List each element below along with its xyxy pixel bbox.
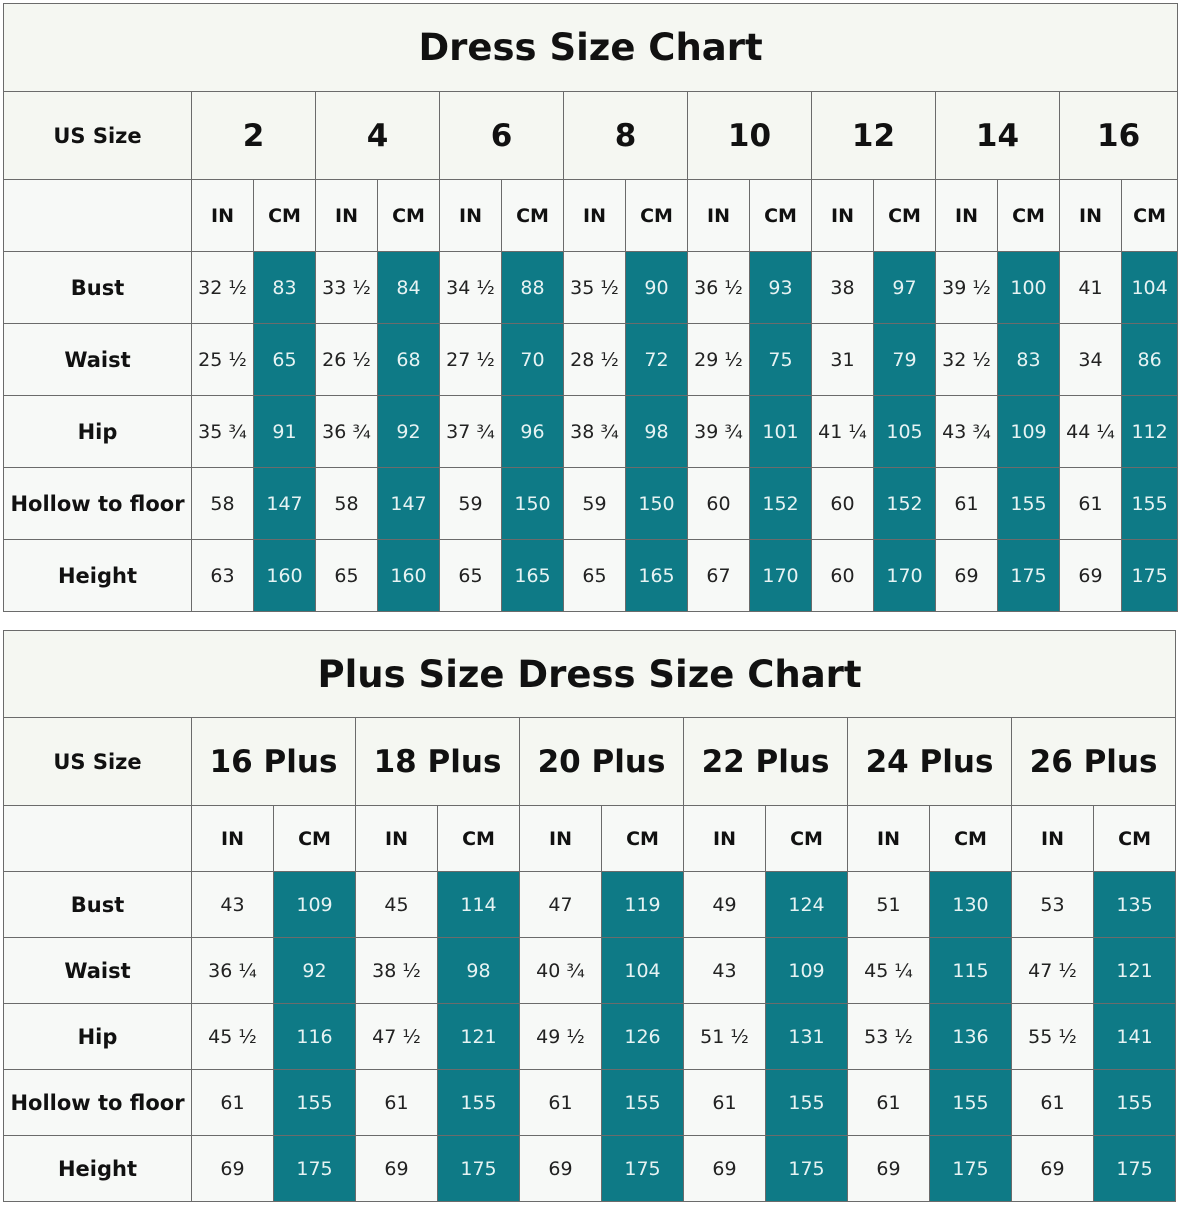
- unit-in: IN: [688, 180, 750, 252]
- inch-value-cell: 47 ½: [1012, 938, 1094, 1004]
- cm-value-cell: 90: [626, 252, 688, 324]
- unit-in: IN: [848, 806, 930, 872]
- inch-value-cell: 69: [192, 1136, 274, 1202]
- inch-value-cell: 69: [936, 540, 998, 612]
- cm-value-cell: 104: [602, 938, 684, 1004]
- inch-value-cell: 63: [192, 540, 254, 612]
- inch-value-cell: 51 ½: [684, 1004, 766, 1070]
- cm-value-cell: 83: [254, 252, 316, 324]
- cm-value-cell: 165: [502, 540, 564, 612]
- size-heading: 16 Plus: [192, 718, 356, 806]
- unit-cm: CM: [750, 180, 812, 252]
- size-header-row: [4, 92, 1178, 180]
- inch-value-cell: 47: [520, 872, 602, 938]
- cm-value-cell: 175: [1122, 540, 1178, 612]
- us-size-label: US Size: [4, 718, 192, 806]
- size-heading: 22 Plus: [684, 718, 848, 806]
- measurement-row-hollow-to-floor: [4, 468, 1178, 540]
- inch-value-cell: 33 ½: [316, 252, 378, 324]
- inch-value-cell: 35 ½: [564, 252, 626, 324]
- cm-value-cell: 141: [1094, 1004, 1176, 1070]
- inch-value-cell: 32 ½: [936, 324, 998, 396]
- inch-value-cell: 35 ¾: [192, 396, 254, 468]
- inch-value-cell: 61: [1012, 1070, 1094, 1136]
- blank-cell: [4, 806, 192, 872]
- cm-value-cell: 160: [378, 540, 440, 612]
- measurement-row-bust: [4, 872, 1176, 938]
- measurement-row-waist: [4, 938, 1176, 1004]
- cm-value-cell: 155: [1094, 1070, 1176, 1136]
- inch-value-cell: 39 ¾: [688, 396, 750, 468]
- inch-value-cell: 43: [192, 872, 274, 938]
- inch-value-cell: 69: [1060, 540, 1122, 612]
- inch-value-cell: 34: [1060, 324, 1122, 396]
- inch-value-cell: 25 ½: [192, 324, 254, 396]
- inch-value-cell: 44 ¼: [1060, 396, 1122, 468]
- inch-value-cell: 60: [812, 540, 874, 612]
- inch-value-cell: 53 ½: [848, 1004, 930, 1070]
- inch-value-cell: 38: [812, 252, 874, 324]
- unit-cm: CM: [766, 806, 848, 872]
- inch-value-cell: 65: [316, 540, 378, 612]
- cm-value-cell: 83: [998, 324, 1060, 396]
- cm-value-cell: 150: [502, 468, 564, 540]
- inch-value-cell: 27 ½: [440, 324, 502, 396]
- inch-value-cell: 61: [848, 1070, 930, 1136]
- unit-cm: CM: [438, 806, 520, 872]
- cm-value-cell: 68: [378, 324, 440, 396]
- cm-value-cell: 152: [874, 468, 936, 540]
- unit-cm: CM: [998, 180, 1060, 252]
- unit-in: IN: [356, 806, 438, 872]
- inch-value-cell: 38 ½: [356, 938, 438, 1004]
- size-heading: 4: [316, 92, 440, 180]
- row-label: Height: [4, 1136, 192, 1202]
- inch-value-cell: 32 ½: [192, 252, 254, 324]
- inch-value-cell: 34 ½: [440, 252, 502, 324]
- cm-value-cell: 124: [766, 872, 848, 938]
- chart-title: Dress Size Chart: [4, 4, 1178, 92]
- cm-value-cell: 84: [378, 252, 440, 324]
- inch-value-cell: 28 ½: [564, 324, 626, 396]
- inch-value-cell: 49 ½: [520, 1004, 602, 1070]
- cm-value-cell: 109: [274, 872, 356, 938]
- size-heading: 2: [192, 92, 316, 180]
- cm-value-cell: 105: [874, 396, 936, 468]
- inch-value-cell: 60: [688, 468, 750, 540]
- unit-in: IN: [192, 806, 274, 872]
- cm-value-cell: 147: [254, 468, 316, 540]
- cm-value-cell: 65: [254, 324, 316, 396]
- size-header-row: [4, 718, 1176, 806]
- unit-in: IN: [440, 180, 502, 252]
- inch-value-cell: 47 ½: [356, 1004, 438, 1070]
- unit-in: IN: [1012, 806, 1094, 872]
- blank-cell: [4, 180, 192, 252]
- size-heading: 16: [1060, 92, 1178, 180]
- cm-value-cell: 93: [750, 252, 812, 324]
- row-label: Bust: [4, 252, 192, 324]
- cm-value-cell: 155: [766, 1070, 848, 1136]
- measurement-row-bust: [4, 252, 1178, 324]
- measurement-row-hip: [4, 396, 1178, 468]
- cm-value-cell: 175: [274, 1136, 356, 1202]
- cm-value-cell: 112: [1122, 396, 1178, 468]
- unit-cm: CM: [254, 180, 316, 252]
- unit-in: IN: [520, 806, 602, 872]
- cm-value-cell: 92: [274, 938, 356, 1004]
- inch-value-cell: 59: [440, 468, 502, 540]
- inch-value-cell: 69: [1012, 1136, 1094, 1202]
- size-heading: 14: [936, 92, 1060, 180]
- cm-value-cell: 175: [766, 1136, 848, 1202]
- inch-value-cell: 59: [564, 468, 626, 540]
- row-label: Bust: [4, 872, 192, 938]
- unit-header-row: [4, 806, 1176, 872]
- inch-value-cell: 41 ¼: [812, 396, 874, 468]
- cm-value-cell: 100: [998, 252, 1060, 324]
- inch-value-cell: 36 ¾: [316, 396, 378, 468]
- inch-value-cell: 29 ½: [688, 324, 750, 396]
- inch-value-cell: 43 ¾: [936, 396, 998, 468]
- cm-value-cell: 109: [998, 396, 1060, 468]
- unit-in: IN: [316, 180, 378, 252]
- row-label: Height: [4, 540, 192, 612]
- cm-value-cell: 104: [1122, 252, 1178, 324]
- cm-value-cell: 155: [930, 1070, 1012, 1136]
- cm-value-cell: 136: [930, 1004, 1012, 1070]
- inch-value-cell: 67: [688, 540, 750, 612]
- inch-value-cell: 40 ¾: [520, 938, 602, 1004]
- inch-value-cell: 61: [192, 1070, 274, 1136]
- unit-in: IN: [684, 806, 766, 872]
- size-heading: 20 Plus: [520, 718, 684, 806]
- unit-cm: CM: [502, 180, 564, 252]
- measurement-row-waist: [4, 324, 1178, 396]
- us-size-label: US Size: [4, 92, 192, 180]
- size-heading: 6: [440, 92, 564, 180]
- inch-value-cell: 61: [684, 1070, 766, 1136]
- cm-value-cell: 72: [626, 324, 688, 396]
- inch-value-cell: 45 ¼: [848, 938, 930, 1004]
- cm-value-cell: 101: [750, 396, 812, 468]
- inch-value-cell: 38 ¾: [564, 396, 626, 468]
- inch-value-cell: 31: [812, 324, 874, 396]
- cm-value-cell: 175: [998, 540, 1060, 612]
- row-label: Hip: [4, 396, 192, 468]
- inch-value-cell: 69: [684, 1136, 766, 1202]
- size-heading: 10: [688, 92, 812, 180]
- unit-cm: CM: [930, 806, 1012, 872]
- inch-value-cell: 41: [1060, 252, 1122, 324]
- cm-value-cell: 155: [998, 468, 1060, 540]
- inch-value-cell: 36 ¼: [192, 938, 274, 1004]
- cm-value-cell: 131: [766, 1004, 848, 1070]
- cm-value-cell: 150: [626, 468, 688, 540]
- inch-value-cell: 69: [356, 1136, 438, 1202]
- cm-value-cell: 75: [750, 324, 812, 396]
- inch-value-cell: 60: [812, 468, 874, 540]
- unit-in: IN: [192, 180, 254, 252]
- size-heading: 26 Plus: [1012, 718, 1176, 806]
- inch-value-cell: 26 ½: [316, 324, 378, 396]
- inch-value-cell: 49: [684, 872, 766, 938]
- cm-value-cell: 121: [1094, 938, 1176, 1004]
- chart-title: Plus Size Dress Size Chart: [4, 631, 1176, 718]
- inch-value-cell: 36 ½: [688, 252, 750, 324]
- cm-value-cell: 114: [438, 872, 520, 938]
- size-heading: 8: [564, 92, 688, 180]
- row-label: Hip: [4, 1004, 192, 1070]
- cm-value-cell: 91: [254, 396, 316, 468]
- row-label: Waist: [4, 938, 192, 1004]
- cm-value-cell: 147: [378, 468, 440, 540]
- unit-cm: CM: [626, 180, 688, 252]
- inch-value-cell: 65: [564, 540, 626, 612]
- measurement-row-height: [4, 1136, 1176, 1202]
- cm-value-cell: 121: [438, 1004, 520, 1070]
- inch-value-cell: 58: [316, 468, 378, 540]
- cm-value-cell: 160: [254, 540, 316, 612]
- cm-value-cell: 155: [602, 1070, 684, 1136]
- row-label: Hollow to floor: [4, 1070, 192, 1136]
- inch-value-cell: 37 ¾: [440, 396, 502, 468]
- cm-value-cell: 170: [750, 540, 812, 612]
- unit-in: IN: [1060, 180, 1122, 252]
- measurement-row-height: [4, 540, 1178, 612]
- measurement-row-hollow-to-floor: [4, 1070, 1176, 1136]
- inch-value-cell: 69: [520, 1136, 602, 1202]
- dress-size-chart: [3, 3, 1178, 612]
- inch-value-cell: 45 ½: [192, 1004, 274, 1070]
- cm-value-cell: 79: [874, 324, 936, 396]
- inch-value-cell: 61: [1060, 468, 1122, 540]
- inch-value-cell: 65: [440, 540, 502, 612]
- inch-value-cell: 61: [520, 1070, 602, 1136]
- cm-value-cell: 175: [1094, 1136, 1176, 1202]
- unit-header-row: [4, 180, 1178, 252]
- unit-cm: CM: [602, 806, 684, 872]
- cm-value-cell: 98: [626, 396, 688, 468]
- size-heading: 12: [812, 92, 936, 180]
- cm-value-cell: 96: [502, 396, 564, 468]
- inch-value-cell: 58: [192, 468, 254, 540]
- inch-value-cell: 55 ½: [1012, 1004, 1094, 1070]
- cm-value-cell: 88: [502, 252, 564, 324]
- unit-cm: CM: [378, 180, 440, 252]
- unit-cm: CM: [1094, 806, 1176, 872]
- unit-cm: CM: [274, 806, 356, 872]
- cm-value-cell: 170: [874, 540, 936, 612]
- cm-value-cell: 92: [378, 396, 440, 468]
- cm-value-cell: 97: [874, 252, 936, 324]
- inch-value-cell: 39 ½: [936, 252, 998, 324]
- inch-value-cell: 61: [936, 468, 998, 540]
- inch-value-cell: 69: [848, 1136, 930, 1202]
- cm-value-cell: 135: [1094, 872, 1176, 938]
- inch-value-cell: 51: [848, 872, 930, 938]
- cm-value-cell: 126: [602, 1004, 684, 1070]
- cm-value-cell: 165: [626, 540, 688, 612]
- plus-size-chart: [3, 630, 1176, 1202]
- row-label: Waist: [4, 324, 192, 396]
- cm-value-cell: 130: [930, 872, 1012, 938]
- cm-value-cell: 98: [438, 938, 520, 1004]
- cm-value-cell: 155: [274, 1070, 356, 1136]
- cm-value-cell: 175: [602, 1136, 684, 1202]
- row-label: Hollow to floor: [4, 468, 192, 540]
- unit-in: IN: [936, 180, 998, 252]
- unit-in: IN: [812, 180, 874, 252]
- cm-value-cell: 119: [602, 872, 684, 938]
- cm-value-cell: 109: [766, 938, 848, 1004]
- cm-value-cell: 175: [438, 1136, 520, 1202]
- cm-value-cell: 152: [750, 468, 812, 540]
- cm-value-cell: 116: [274, 1004, 356, 1070]
- inch-value-cell: 61: [356, 1070, 438, 1136]
- cm-value-cell: 86: [1122, 324, 1178, 396]
- cm-value-cell: 175: [930, 1136, 1012, 1202]
- size-heading: 24 Plus: [848, 718, 1012, 806]
- size-heading: 18 Plus: [356, 718, 520, 806]
- cm-value-cell: 155: [1122, 468, 1178, 540]
- measurement-row-hip: [4, 1004, 1176, 1070]
- cm-value-cell: 115: [930, 938, 1012, 1004]
- inch-value-cell: 53: [1012, 872, 1094, 938]
- cm-value-cell: 70: [502, 324, 564, 396]
- inch-value-cell: 45: [356, 872, 438, 938]
- inch-value-cell: 43: [684, 938, 766, 1004]
- cm-value-cell: 155: [438, 1070, 520, 1136]
- unit-cm: CM: [1122, 180, 1178, 252]
- unit-cm: CM: [874, 180, 936, 252]
- unit-in: IN: [564, 180, 626, 252]
